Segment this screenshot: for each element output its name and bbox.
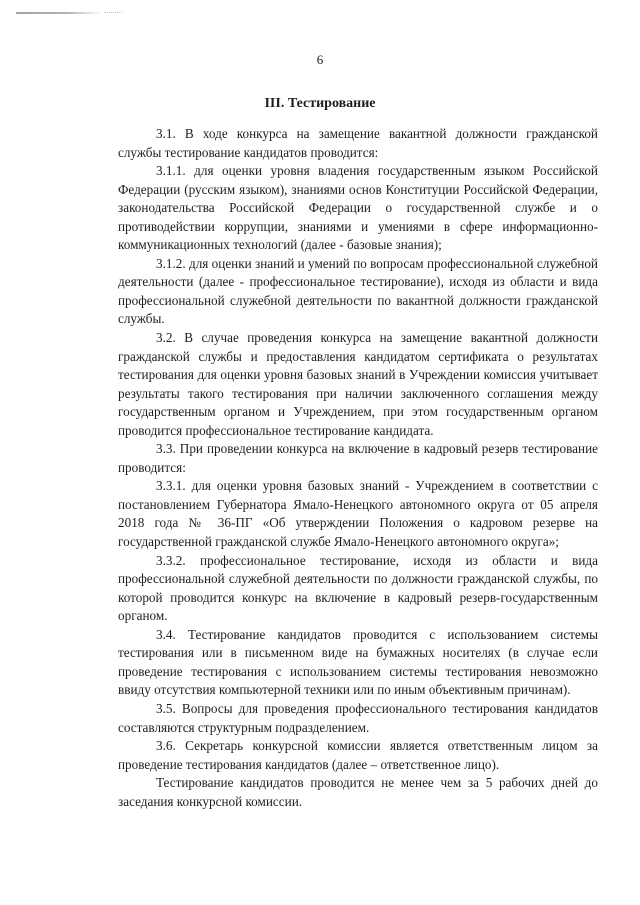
paragraph-3-6: 3.6. Секретарь конкурсной комиссии является ответственным лицом за проведение тестирования кандидатов (далее – ответственное лицо). (118, 738, 598, 772)
paragraph-3-3-2: 3.3.2. профессиональное тестирование, исходя из области и вида профессиональной служебной деятельности по должности гражданской службы, по которой проводится конкурс на включение в кадровый резерв-государственным органом. (118, 552, 598, 624)
paragraph-3-1-2: 3.1.2. для оценки знаний и умений по вопросам профессиональной служебной деятельности (далее - профессиональное тестирование), исходя из области и вида профессиональной служебной деятельности по вакантной должности гражданской службы. (118, 255, 598, 327)
section-title: III. Тестирование (264, 96, 376, 111)
paragraph-3-1-1: 3.1.1. для оценки уровня владения государственным языком Российской Федерации (русским языком), знаниями основ Конституции Российской Федерации, законодательства Российской Федерации о государственной службе и о противодействии коррупции, знаниями и умениями в сфере информационно-коммуникационных технологий (далее - базовые знания); (118, 163, 598, 253)
paragraph-3-2: 3.2. В случае проведения конкурса на замещение вакантной должности гражданской службы и предоставления кандидатом сертификата о результатах тестирования для оценки уровня базовых знаний в Учреждении комиссия учитывает результаты такого тестирования при наличии заключенного соглашения между государственным органом и Учреждением, при этом государственным органом проводится профессиональное тестирование кандидата. (118, 330, 598, 438)
scan-artifact-dots (104, 12, 122, 14)
page-number: 6 (316, 52, 324, 67)
paragraph-3-3: 3.3. При проведении конкурса на включение в кадровый резерв тестирование проводится: (118, 441, 598, 475)
document-body (118, 125, 598, 811)
paragraph-testing-deadline: Тестирование кандидатов проводится не менее чем за 5 рабочих дней до заседания конкурсной комиссии. (118, 775, 598, 809)
paragraph-3-5: 3.5. Вопросы для проведения профессионального тестирования кандидатов составляются структурным подразделением. (118, 700, 598, 735)
paragraph-3-3-1: 3.3.1. для оценки уровня базовых знаний - Учреждением в соответствии с постановлением Губернатора Ямало-Ненецкого автономного округа от 05 апреля 2018 года № 36-ПГ «Об утверждении Положения о кадровом резерве на государственной гражданской службе Ямало-Ненецкого автономного округа»; (118, 478, 598, 550)
paragraph-3-1: 3.1. В ходе конкурса на замещение вакантной должности гражданской службы тестирование кандидатов проводится: (118, 126, 598, 160)
scan-artifact-line (16, 12, 102, 14)
paragraph-3-4: 3.4. Тестирование кандидатов проводится с использованием системы тестирования или в письменном виде на бумажных носителях (в случае если проведение тестирования с использованием системы тестирования невозможно ввиду отсутствия компьютерной техники или по иным объективным причинам). (118, 626, 598, 698)
